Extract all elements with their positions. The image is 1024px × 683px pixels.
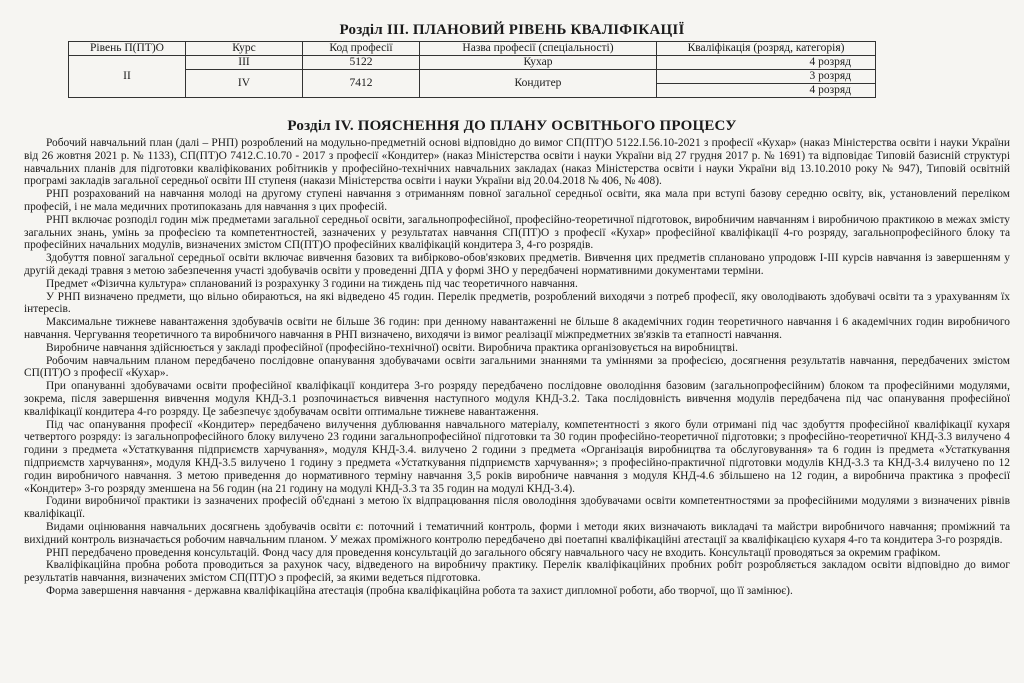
cell-code: 5122 xyxy=(303,56,420,70)
cell-qualification: 4 розряд xyxy=(657,56,876,70)
section-3-title: Розділ III. ПЛАНОВИЙ РІВЕНЬ КВАЛІФІКАЦІЇ xyxy=(339,22,685,38)
cell-qualification: 4 розряд xyxy=(657,84,876,98)
header-course: Курс xyxy=(186,42,303,56)
table-row xyxy=(69,56,876,70)
cell-qualification: 3 розряд xyxy=(657,70,876,84)
cell-course: IV xyxy=(186,70,303,98)
cell-name: Кондитер xyxy=(420,70,657,98)
paragraph: Здобуття повної загальної середньої освіти включає вивчення базових та вибірково-обов'язкових предметів. Вивчення цих предметів сплановано упродовж І-ІІІ курсів навчання із завершенням у другій декаді травня з метою забезпечення участі здобувачів освіти у проведенні ДПА у формі ЗНО у передбачені нормативними документами терміни. xyxy=(24,252,1010,277)
cell-code: 7412 xyxy=(303,70,420,98)
header-code: Код професії xyxy=(303,42,420,56)
paragraph: Максимальне тижневе навантаження здобувачів освіти не більше 36 годин: при денному навантаженні не більше 8 академічних годин теоретичного навчання і 6 академічних годин виробничого навчання. Чергування теоретичного та виробничого навчання в РНП визначено, виходячи із вимог реалізації міжпредметних зв'язків та етапності навчання. xyxy=(24,316,1010,341)
header-name: Назва професії (спеціальності) xyxy=(420,42,657,56)
paragraph: У РНП визначено предмети, що вільно обираються, на які відведено 45 годин. Перелік предметів, розроблений виходячи з потреб професії, яку оволодівають здобувачі освіти та з урахуванням їх інтересів. xyxy=(24,290,1010,316)
header-level: Рівень П(ПТ)О xyxy=(69,42,186,56)
header-qualification: Кваліфікація (розряд, категорія) xyxy=(657,42,876,56)
table-header-row xyxy=(69,42,876,56)
paragraph: Години виробничої практики із зазначених професій об'єднані з метою їх відпрацювання після оволодіння здобувачами освіти компетентностями за професійними модулями з визначених рівнів кваліфікації. xyxy=(24,495,1010,521)
cell-level: II xyxy=(69,56,186,98)
paragraph: Видами оцінювання навчальних досягнень здобувачів освіти є: поточний і тематичний контроль, форми і методи яких визначають викладачі та майстри виробничого навчання; проміжний та вихідний контроль визначається робочим навчальним планом. У межах проміжного контролю передбачено дві поетапні кваліфікаційні атестації за кваліфікацією кухаря 4-го та кондитера 3-го розрядів. xyxy=(24,520,1010,546)
paragraph: Кваліфікаційна пробна робота проводиться за рахунок часу, відведеного на виробничу практику. Перелік кваліфікаційних пробних робіт розробляється закладом освіти відповідно до вимог результатів навчання, визначених змістом СП(ПТ)О з професій, за якими ведеться підготовка. xyxy=(24,559,1010,585)
explanation-text xyxy=(24,137,1010,598)
paragraph: РНП передбачено проведення консультацій. Фонд часу для проведення консультацій до загального обсягу навчального часу не входить. Консультації проводяться за окремим графіком. xyxy=(46,546,941,559)
cell-name: Кухар xyxy=(420,56,657,70)
paragraph: Під час опанування професії «Кондитер» передбачено вилучення дублювання навчального матеріалу, компетентності з якого були отримані під час здобуття професійної кваліфікації кухаря четвертого розряду: із загальнопрофесійного блоку вилучено 23 години загальнопрофесійної підготовки та 30 годин професійно-теоретичної підготовки; з професійно-теоретичної КНД-3.3 вилучено 4 години з предмета «Устаткування підприємств харчування», модуля КНД-3.4. вилучено 2 години з предмета «Організація виробництва та обслуговування» та 6 годин із предмета «Устаткування підприємств харчування», модуля КНД-3.5 вилучено 1 годину з предмета «Устаткування підприємств харчування»; з професійно-практичної підготовки модулів КНД-3.3 та КНД-3.4 вилучено по 12 годин виробничого навчання. З метою приведення до нормативного терміну навчання 3,5 років виробниче навчання з модуля КНД-4.6 збільшено на 12 годин, а виробнича практика з професії «Кондитер» 3-го розряду зменшена на 56 годин (на 21 годину на модулі КНД-3.3 та 35 годин на модулі КНД-3.4). xyxy=(24,418,1010,495)
paragraph: Форма завершення навчання - державна кваліфікаційна атестація (пробна кваліфікаційна робота та захист дипломної роботи, або творчої, що її замінює). xyxy=(46,584,793,597)
table-row xyxy=(69,70,876,84)
section-4-title: Розділ IV. ПОЯСНЕННЯ ДО ПЛАНУ ОСВІТНЬОГО ПРОЦЕСУ xyxy=(287,118,737,134)
paragraph: РНП включає розподіл годин між предметами загальної середньої освіти, загальнопрофесійної, професійно-теоретичної підготовок, виробничим навчанням і виробничою практикою в межах змісту загальних знань, умінь за професією та компетентностей, зазначених у результатах навчання СП(ПТ)О з професії «Кухар» професійної кваліфікації 4-го розряду, загальнопрофесійного блоку та професійних начальних модулів, визначених змістом СП(ПТ)О професійних кваліфікацій кондитера 3, 4-го розрядів. xyxy=(24,213,1010,252)
paragraph: РНП розрахований на навчання молоді на другому ступені навчання з отриманням повної загальної середньої освіти, яка мала при вступі базову середню освіту, вік, установлений переліком професій, і не мала медичних протипоказань для навчання з цих професій. xyxy=(24,188,1010,213)
cell-course: III xyxy=(186,56,303,70)
paragraph: При опануванні здобувачами освіти професійної кваліфікації кондитера 3-го розряду передбачено послідовне оволодіння базовим (загальнопрофесійним) блоком та професійними модулями, зокрема, після завершення вивчення модуля КНД-3.1 розпочинається вивчення наступного модуля КНД-3.2. Така послідовність вивчення модулів передбачена під час опанування професійної кваліфікації кондитера 4-го розряду. Це забезпечує здобувачам освіти оптимальне тижневе навантаження. xyxy=(24,380,1010,418)
qualification-table xyxy=(68,41,876,98)
paragraph: Предмет «Фізична культура» спланований із розрахунку 3 години на тиждень під час теоретичного навчання. xyxy=(46,277,578,290)
paragraph: Робочим навчальним планом передбачено послідовне опанування здобувачами освіти загальними знаннями та уміннями за професією, досягнення результатів навчання, передбачених змістом СП(ПТ)О з професії «Кухар». xyxy=(24,354,1010,380)
paragraph: Робочий навчальний план (далі – РНП) розроблений на модульно-предметній основі відповідно до вимог СП(ПТ)О 5122.І.56.10-2021 з професії «Кухар» (наказ Міністерства освіти і науки України від 26 жовтня 2021 р. № 1133), СП(ПТ)О 7412.С.10.70 - 2017 з професії «Кондитер» (наказ Міністерства освіти і науки України від 27 грудня 2017 р. № 1691) та відповідає Типовій базисній структурі навчальних планів для підготовки кваліфікованих робітників у професійно-технічних навчальних закладах (наказ Міністерства освіти і науки України від 13.10.2010 року № 947), Типовій освітній програмі закладів загальної середньої освіти ІІІ ступеня (накази Міністерства освіти і науки України від 20.04.2018 № 406, № 408). xyxy=(24,137,1010,188)
paragraph: Виробниче навчання здійснюється у закладі професійної (професійно-технічної) освіти. Виробнича практика організовується на виробництві. xyxy=(46,341,738,354)
